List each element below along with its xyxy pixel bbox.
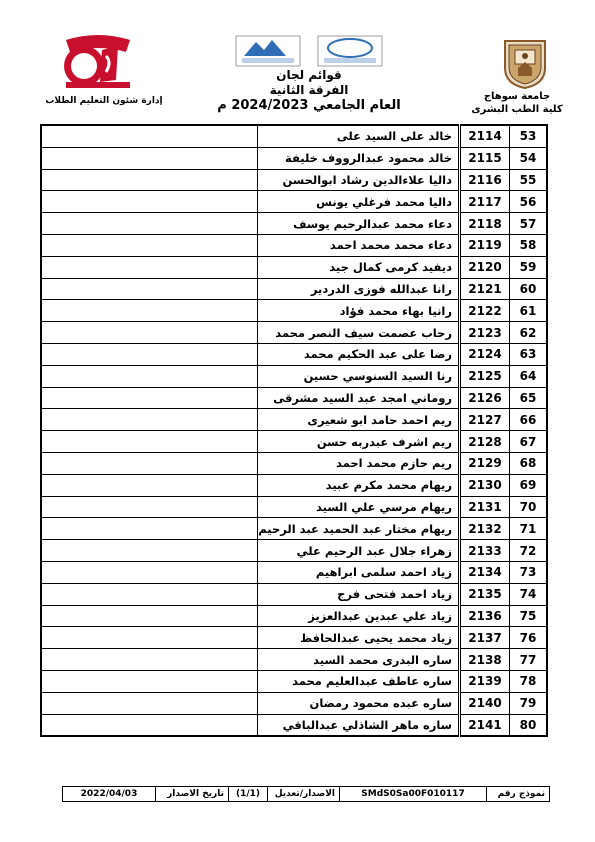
blank-cell [41,213,258,235]
table-row [41,605,547,627]
student-name: روماني امجد عبد السيد مشرقى [258,387,460,409]
student-name: ريهام محمد مكرم عبيد [258,474,460,496]
student-name: خالد محمود عبدالرووف خليفة [258,147,460,169]
row-number: 71 [510,518,548,540]
row-number: 73 [510,561,548,583]
student-name: زياد علي عبدين عبدالعزيز [258,605,460,627]
table-row [41,191,547,213]
student-name: ساره البدرى محمد السيد [258,649,460,671]
student-id: 2134 [460,561,510,583]
student-name: زياد محمد يحيى عبدالحافظ [258,627,460,649]
student-name: ساره ماهر الشاذلي عبدالباقي [258,714,460,736]
student-id: 2120 [460,256,510,278]
blank-cell [41,387,258,409]
table-row [41,300,547,322]
row-number: 57 [510,213,548,235]
student-id: 2115 [460,147,510,169]
student-name: رانا عبدالله فوزى الدردير [258,278,460,300]
row-number: 55 [510,169,548,191]
form-footer [62,786,550,802]
row-number: 60 [510,278,548,300]
student-name: رانيا بهاء محمد فؤاد [258,300,460,322]
table-row [41,518,547,540]
student-id: 2122 [460,300,510,322]
edition-label: الاصدار/تعديل [267,787,339,801]
row-number: 64 [510,365,548,387]
faculty-name: كلية الطب البشرى [471,104,563,115]
blank-cell [41,365,258,387]
row-number: 70 [510,496,548,518]
student-name: داليا محمد فرغلي يونس [258,191,460,213]
row-number: 79 [510,692,548,714]
blank-cell [41,605,258,627]
row-number: 80 [510,714,548,736]
table-row [41,387,547,409]
blank-cell [41,343,258,365]
student-id: 2131 [460,496,510,518]
student-name: ريهام مختار عبد الحميد عبد الرحيم [258,518,460,540]
row-number: 58 [510,234,548,256]
table-row [41,474,547,496]
student-name: داليا علاءالدين رشاد ابوالحسن [258,169,460,191]
blank-cell [41,300,258,322]
student-id: 2135 [460,583,510,605]
student-name: زياد احمد فتحى فرج [258,583,460,605]
faculty-logo-icon [46,32,150,92]
row-number: 76 [510,627,548,649]
row-number: 68 [510,452,548,474]
form-number-label: نموذج رقم [486,787,549,801]
row-number: 56 [510,191,548,213]
blank-cell [41,518,258,540]
academic-year: العام الجامعي 2024/2023 م [217,98,401,113]
row-number: 54 [510,147,548,169]
row-number: 72 [510,540,548,562]
student-name: دعاء محمد محمد احمد [258,234,460,256]
blank-cell [41,431,258,453]
year-group: الفرقة الثانية [269,83,349,97]
blank-cell [41,452,258,474]
blank-cell [41,409,258,431]
page-header [34,28,564,124]
student-name: رحاب عصمت سيف النصر محمد [258,322,460,344]
table-row [41,409,547,431]
student-name: ريم حازم محمد احمد [258,452,460,474]
university-crest-icon [500,38,550,90]
student-id: 2119 [460,234,510,256]
table-row [41,278,547,300]
student-id: 2126 [460,387,510,409]
blank-cell [41,627,258,649]
iso-certification-badges-icon [234,34,384,70]
student-id: 2114 [460,125,510,147]
row-number: 59 [510,256,548,278]
student-id: 2141 [460,714,510,736]
blank-cell [41,583,258,605]
student-name: ساره عاطف عبدالعليم محمد [258,670,460,692]
blank-cell [41,256,258,278]
student-id: 2121 [460,278,510,300]
issue-date-value: 2022/04/03 [80,789,138,799]
blank-cell [41,125,258,147]
table-row [41,343,547,365]
blank-cell [41,692,258,714]
row-number: 63 [510,343,548,365]
student-id: 2116 [460,169,510,191]
student-id: 2132 [460,518,510,540]
student-name: دعاء محمد عبدالرحيم يوسف [258,213,460,235]
row-number: 67 [510,431,548,453]
blank-cell [41,714,258,736]
table-row [41,714,547,736]
row-number: 75 [510,605,548,627]
student-id: 2139 [460,670,510,692]
student-name: ريم احمد حامد ابو شعيرى [258,409,460,431]
student-id: 2128 [460,431,510,453]
student-name: رضا على عبد الحكيم محمد [258,343,460,365]
table-row [41,496,547,518]
blank-cell [41,322,258,344]
table-row [41,627,547,649]
row-number: 74 [510,583,548,605]
student-id: 2136 [460,605,510,627]
table-row [41,213,547,235]
blank-cell [41,496,258,518]
table-row [41,256,547,278]
table-row [41,431,547,453]
document-title: قوائم لجان [276,68,342,82]
student-id: 2127 [460,409,510,431]
row-number: 65 [510,387,548,409]
committee-roster-table [40,124,548,737]
row-number: 77 [510,649,548,671]
student-id: 2117 [460,191,510,213]
blank-cell [41,169,258,191]
table-row [41,583,547,605]
student-name: خالد على السيد على [258,125,460,147]
student-id: 2129 [460,452,510,474]
student-id: 2124 [460,343,510,365]
blank-cell [41,670,258,692]
table-row [41,670,547,692]
table-row [41,365,547,387]
row-number: 78 [510,670,548,692]
table-row [41,147,547,169]
edition-value: (1/1) [228,787,267,801]
university-name: جامعة سوهاج [483,91,551,102]
department-name: إدارة شئون التعليم الطلاب [45,96,163,106]
table-row [41,649,547,671]
student-name: رنا السيد السنوسي حسين [258,365,460,387]
issue-date-label: تاريخ الاصدار [155,787,228,801]
student-id: 2123 [460,322,510,344]
student-id: 2137 [460,627,510,649]
student-name: زهراء جلال عبد الرحيم علي [258,540,460,562]
student-name: زياد احمد سلمى ابراهيم [258,561,460,583]
row-number: 61 [510,300,548,322]
row-number: 62 [510,322,548,344]
blank-cell [41,540,258,562]
student-name: ديفيد كرمى كمال جيد [258,256,460,278]
row-number: 69 [510,474,548,496]
blank-cell [41,191,258,213]
table-row [41,561,547,583]
table-row [41,322,547,344]
blank-cell [41,278,258,300]
row-number: 53 [510,125,548,147]
form-code: SMdS0Sa00F010117 [339,787,486,801]
table-row [41,452,547,474]
blank-cell [41,147,258,169]
table-row [41,540,547,562]
student-id: 2138 [460,649,510,671]
document-titles [184,68,434,113]
faculty-name-block [470,90,564,116]
student-id: 2118 [460,213,510,235]
table-row [41,125,547,147]
table-row [41,692,547,714]
table-row [41,234,547,256]
student-id: 2140 [460,692,510,714]
blank-cell [41,474,258,496]
student-id: 2130 [460,474,510,496]
roster-body [41,125,547,736]
blank-cell [41,649,258,671]
student-name: ريم اشرف عبدربه حسن [258,431,460,453]
student-name: ريهام مرسي علي السيد [258,496,460,518]
blank-cell [41,561,258,583]
student-id: 2133 [460,540,510,562]
row-number: 66 [510,409,548,431]
table-row [41,169,547,191]
blank-cell [41,234,258,256]
student-id: 2125 [460,365,510,387]
student-name: ساره عبده محمود رمضان [258,692,460,714]
